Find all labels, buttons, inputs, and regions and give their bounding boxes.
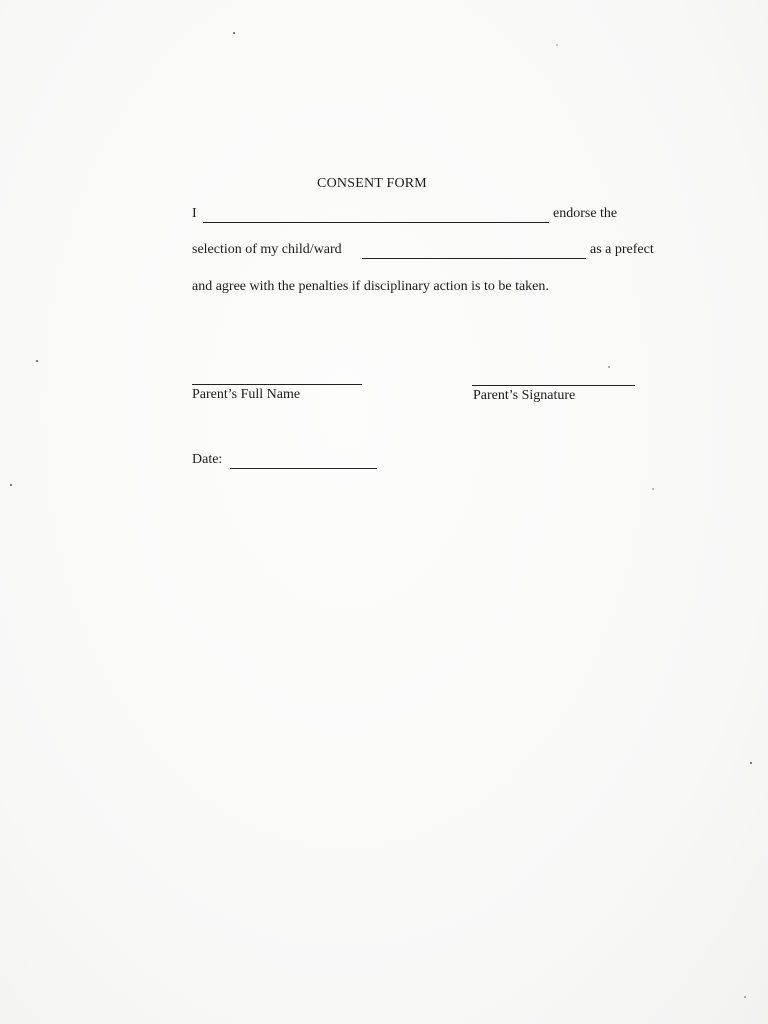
scan-speck bbox=[556, 44, 558, 46]
scan-speck bbox=[10, 484, 12, 486]
parent-name-line[interactable] bbox=[192, 384, 362, 385]
line1-prefix: I bbox=[192, 206, 197, 221]
date-blank-line[interactable] bbox=[230, 468, 377, 469]
line1-suffix: endorse the bbox=[553, 206, 618, 221]
parent-signature-label: Parent’s Signature bbox=[473, 388, 576, 403]
child-name-blank-line[interactable] bbox=[362, 258, 586, 259]
line3-text: and agree with the penalties if disciplinary action is to be taken. bbox=[192, 279, 549, 294]
scan-speck bbox=[608, 366, 610, 368]
form-title: CONSENT FORM bbox=[317, 176, 427, 191]
line2-prefix: selection of my child/ward bbox=[192, 242, 342, 257]
scan-speck bbox=[652, 488, 654, 490]
scan-speck bbox=[36, 360, 38, 362]
scan-speck bbox=[750, 762, 752, 764]
parent-signature-line[interactable] bbox=[472, 385, 635, 386]
date-label: Date: bbox=[192, 452, 223, 467]
parent-name-label: Parent’s Full Name bbox=[192, 387, 301, 402]
name-blank-line[interactable] bbox=[203, 222, 549, 223]
scan-speck bbox=[233, 32, 235, 34]
line2-suffix: as a prefect bbox=[590, 242, 654, 257]
scan-speck bbox=[744, 996, 746, 998]
